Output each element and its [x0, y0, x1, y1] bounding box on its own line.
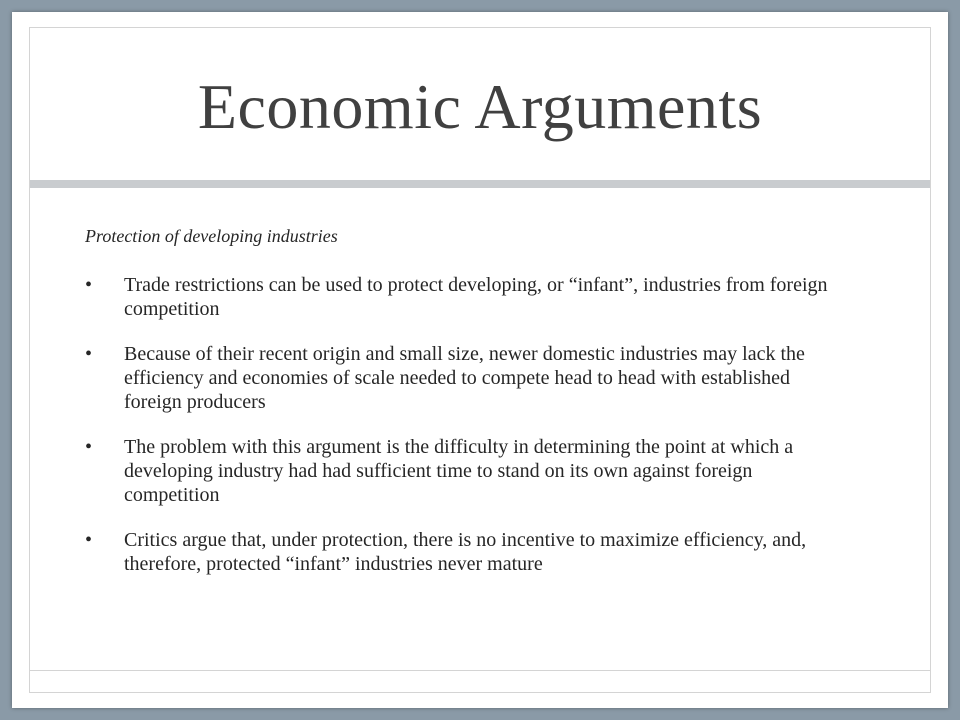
bullet-item: [85, 273, 845, 321]
bullet-item: [85, 528, 845, 576]
bullet-item: [85, 342, 845, 414]
title-area: [30, 28, 930, 178]
bullet-text: Trade restrictions can be used to protect developing, or “infant”, industries from foreign competition: [124, 274, 828, 320]
bullet-dot: •: [85, 529, 93, 551]
bullet-item: [85, 435, 845, 507]
title-divider-bar: [30, 180, 930, 188]
bullet-dot: •: [85, 343, 93, 365]
footer-divider-line: [30, 670, 930, 671]
bullet-text: Critics argue that, under protection, there is no incentive to maximize efficiency, and, therefore, protected “infant” industries never mature: [124, 529, 807, 575]
bullet-dot: •: [85, 274, 93, 296]
bullet-dot: •: [85, 436, 93, 458]
bullet-list: [85, 273, 845, 576]
subheading: Protection of developing industries: [85, 226, 338, 246]
slide-content: [85, 224, 845, 597]
bullet-text: Because of their recent origin and small size, newer domestic industries may lack the efficiency and economies of scale needed to compete head to head with established foreign producers: [124, 343, 805, 413]
slide-title: Economic Arguments: [197, 71, 763, 142]
bullet-text: The problem with this argument is the difficulty in determining the point at which a developing industry had had sufficient time to stand on its own against foreign competition: [124, 436, 794, 506]
slide-frame: [12, 12, 948, 708]
